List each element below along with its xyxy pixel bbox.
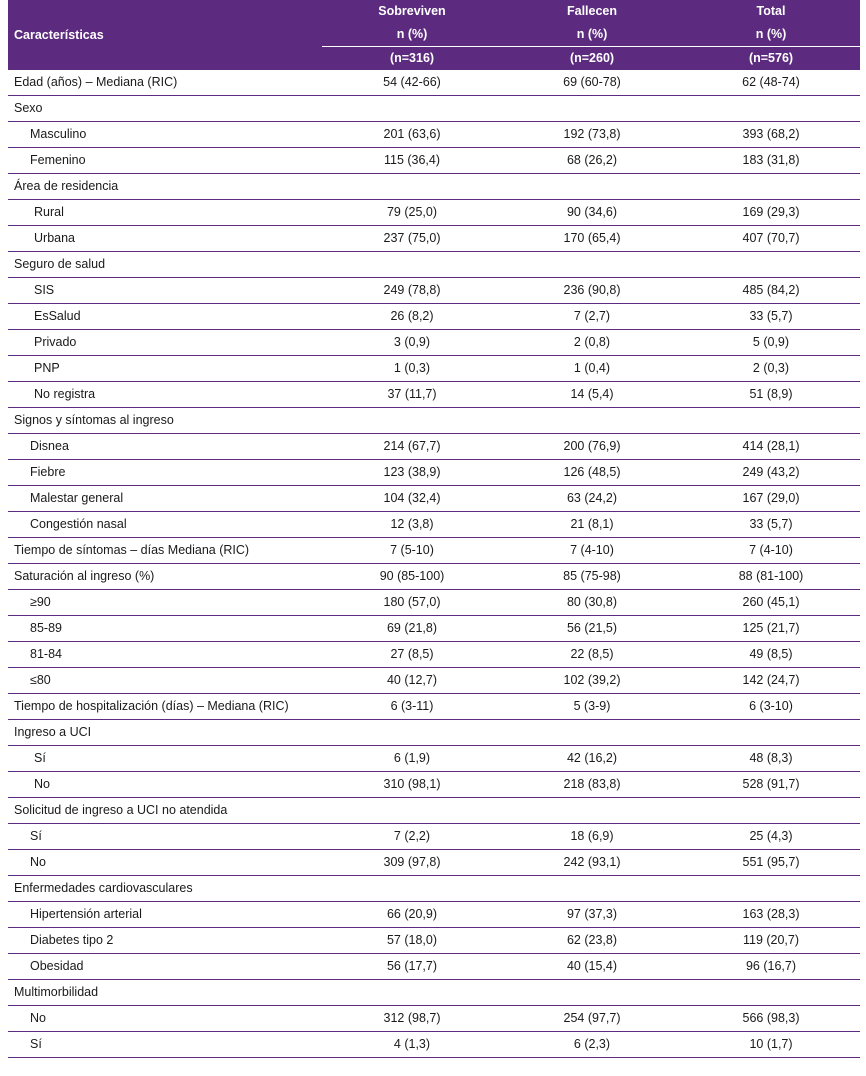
value-deceased bbox=[502, 876, 682, 902]
table-row bbox=[8, 902, 860, 928]
value-survive: 7 (5-10) bbox=[322, 538, 502, 564]
value-total: 566 (98,3) bbox=[682, 1006, 860, 1032]
table-header bbox=[8, 0, 860, 70]
row-label: Sexo bbox=[8, 96, 322, 122]
value-survive: 312 (98,7) bbox=[322, 1006, 502, 1032]
value-survive: 90 (85-100) bbox=[322, 564, 502, 590]
value-survive: 7 (2,2) bbox=[322, 824, 502, 850]
value-total: 260 (45,1) bbox=[682, 590, 860, 616]
row-label: Disnea bbox=[8, 434, 322, 460]
value-survive: 104 (32,4) bbox=[322, 486, 502, 512]
table-row bbox=[8, 356, 860, 382]
table-row bbox=[8, 70, 860, 96]
value-survive: 3 (0,9) bbox=[322, 330, 502, 356]
value-deceased: 40 (15,4) bbox=[502, 954, 682, 980]
value-deceased bbox=[502, 798, 682, 824]
row-label: Congestión nasal bbox=[8, 512, 322, 538]
table-row bbox=[8, 460, 860, 486]
value-total: 485 (84,2) bbox=[682, 278, 860, 304]
row-label: Área de residencia bbox=[8, 174, 322, 200]
row-label: Obesidad bbox=[8, 954, 322, 980]
value-deceased: 1 (0,4) bbox=[502, 356, 682, 382]
value-survive: 27 (8,5) bbox=[322, 642, 502, 668]
header-characteristics: Características bbox=[8, 0, 322, 70]
value-survive bbox=[322, 408, 502, 434]
value-deceased: 192 (73,8) bbox=[502, 122, 682, 148]
value-total: 249 (43,2) bbox=[682, 460, 860, 486]
value-deceased bbox=[502, 174, 682, 200]
value-total bbox=[682, 408, 860, 434]
table-row bbox=[8, 538, 860, 564]
value-survive: 57 (18,0) bbox=[322, 928, 502, 954]
value-deceased bbox=[502, 980, 682, 1006]
row-label: 85-89 bbox=[8, 616, 322, 642]
table-row bbox=[8, 434, 860, 460]
row-label: Edad (años) – Mediana (RIC) bbox=[8, 70, 322, 96]
row-label: Signos y síntomas al ingreso bbox=[8, 408, 322, 434]
value-survive: 66 (20,9) bbox=[322, 902, 502, 928]
table-row bbox=[8, 304, 860, 330]
value-total: 49 (8,5) bbox=[682, 642, 860, 668]
row-label: Rural bbox=[8, 200, 322, 226]
value-survive bbox=[322, 174, 502, 200]
row-label: No bbox=[8, 772, 322, 798]
table-row bbox=[8, 174, 860, 200]
value-survive: 310 (98,1) bbox=[322, 772, 502, 798]
row-label: Sí bbox=[8, 824, 322, 850]
value-total: 407 (70,7) bbox=[682, 226, 860, 252]
value-total: 33 (5,7) bbox=[682, 304, 860, 330]
value-deceased bbox=[502, 252, 682, 278]
row-label: ≤80 bbox=[8, 668, 322, 694]
row-label: Solicitud de ingreso a UCI no atendida bbox=[8, 798, 322, 824]
table-row bbox=[8, 148, 860, 174]
row-label: Hipertensión arterial bbox=[8, 902, 322, 928]
value-deceased: 69 (60-78) bbox=[502, 70, 682, 96]
table-row bbox=[8, 278, 860, 304]
value-survive bbox=[322, 876, 502, 902]
value-deceased: 200 (76,9) bbox=[502, 434, 682, 460]
value-deceased: 14 (5,4) bbox=[502, 382, 682, 408]
value-survive bbox=[322, 720, 502, 746]
row-label: No bbox=[8, 1006, 322, 1032]
value-survive bbox=[322, 798, 502, 824]
value-deceased bbox=[502, 96, 682, 122]
value-total: 119 (20,7) bbox=[682, 928, 860, 954]
row-label: Ingreso a UCI bbox=[8, 720, 322, 746]
value-total bbox=[682, 720, 860, 746]
table-row bbox=[8, 798, 860, 824]
table-row bbox=[8, 694, 860, 720]
value-survive: 237 (75,0) bbox=[322, 226, 502, 252]
table-row bbox=[8, 486, 860, 512]
row-label: Masculino bbox=[8, 122, 322, 148]
row-label: Seguro de salud bbox=[8, 252, 322, 278]
row-label: SIS bbox=[8, 278, 322, 304]
value-deceased bbox=[502, 720, 682, 746]
row-label: Tiempo de hospitalización (días) – Mediana (RIC) bbox=[8, 694, 322, 720]
row-label: Fiebre bbox=[8, 460, 322, 486]
value-survive: 309 (97,8) bbox=[322, 850, 502, 876]
table-row bbox=[8, 668, 860, 694]
value-deceased: 126 (48,5) bbox=[502, 460, 682, 486]
table-row bbox=[8, 1032, 860, 1058]
row-label: Diabetes tipo 2 bbox=[8, 928, 322, 954]
value-total bbox=[682, 96, 860, 122]
table-row bbox=[8, 954, 860, 980]
value-survive: 26 (8,2) bbox=[322, 304, 502, 330]
row-label: Enfermedades cardiovasculares bbox=[8, 876, 322, 902]
value-total: 7 (4-10) bbox=[682, 538, 860, 564]
table-row bbox=[8, 642, 860, 668]
table-row bbox=[8, 200, 860, 226]
value-deceased: 63 (24,2) bbox=[502, 486, 682, 512]
value-deceased: 7 (2,7) bbox=[502, 304, 682, 330]
value-total: 414 (28,1) bbox=[682, 434, 860, 460]
value-survive: 6 (1,9) bbox=[322, 746, 502, 772]
table-row bbox=[8, 382, 860, 408]
value-deceased: 21 (8,1) bbox=[502, 512, 682, 538]
header-deceased-unit: n (%) bbox=[502, 23, 682, 47]
header-survive-name: Sobreviven bbox=[322, 0, 502, 23]
value-deceased: 218 (83,8) bbox=[502, 772, 682, 798]
value-survive: 1 (0,3) bbox=[322, 356, 502, 382]
table-row bbox=[8, 226, 860, 252]
value-survive: 4 (1,3) bbox=[322, 1032, 502, 1058]
row-label: Sí bbox=[8, 1032, 322, 1058]
value-total bbox=[682, 174, 860, 200]
value-total: 528 (91,7) bbox=[682, 772, 860, 798]
table-row bbox=[8, 772, 860, 798]
value-deceased: 62 (23,8) bbox=[502, 928, 682, 954]
table-row bbox=[8, 928, 860, 954]
header-total-unit: n (%) bbox=[682, 23, 860, 47]
value-total: 6 (3-10) bbox=[682, 694, 860, 720]
row-label: Femenino bbox=[8, 148, 322, 174]
value-survive: 37 (11,7) bbox=[322, 382, 502, 408]
header-total-name: Total bbox=[682, 0, 860, 23]
header-survive-unit: n (%) bbox=[322, 23, 502, 47]
header-total-n: (n=576) bbox=[682, 47, 860, 71]
value-total bbox=[682, 798, 860, 824]
value-deceased: 56 (21,5) bbox=[502, 616, 682, 642]
table-row bbox=[8, 122, 860, 148]
value-total: 551 (95,7) bbox=[682, 850, 860, 876]
value-total: 125 (21,7) bbox=[682, 616, 860, 642]
row-label: Saturación al ingreso (%) bbox=[8, 564, 322, 590]
value-total: 25 (4,3) bbox=[682, 824, 860, 850]
value-deceased: 7 (4-10) bbox=[502, 538, 682, 564]
characteristics-table bbox=[8, 0, 860, 1058]
table-row bbox=[8, 876, 860, 902]
value-deceased: 18 (6,9) bbox=[502, 824, 682, 850]
row-label: EsSalud bbox=[8, 304, 322, 330]
results-table-container bbox=[8, 0, 866, 1058]
value-total: 88 (81-100) bbox=[682, 564, 860, 590]
table-row bbox=[8, 96, 860, 122]
value-total: 10 (1,7) bbox=[682, 1032, 860, 1058]
value-survive: 180 (57,0) bbox=[322, 590, 502, 616]
row-label: Urbana bbox=[8, 226, 322, 252]
row-label: 81-84 bbox=[8, 642, 322, 668]
table-row bbox=[8, 330, 860, 356]
value-total: 163 (28,3) bbox=[682, 902, 860, 928]
value-total: 393 (68,2) bbox=[682, 122, 860, 148]
table-row bbox=[8, 564, 860, 590]
value-total: 183 (31,8) bbox=[682, 148, 860, 174]
value-deceased: 242 (93,1) bbox=[502, 850, 682, 876]
table-row bbox=[8, 746, 860, 772]
value-total: 142 (24,7) bbox=[682, 668, 860, 694]
row-label: Sí bbox=[8, 746, 322, 772]
table-body bbox=[8, 70, 860, 1058]
row-label: No bbox=[8, 850, 322, 876]
table-row bbox=[8, 408, 860, 434]
table-row bbox=[8, 850, 860, 876]
value-survive: 214 (67,7) bbox=[322, 434, 502, 460]
table-row bbox=[8, 590, 860, 616]
table-row bbox=[8, 720, 860, 746]
value-survive bbox=[322, 252, 502, 278]
value-total: 48 (8,3) bbox=[682, 746, 860, 772]
row-label: No registra bbox=[8, 382, 322, 408]
table-row bbox=[8, 616, 860, 642]
value-survive: 79 (25,0) bbox=[322, 200, 502, 226]
value-survive bbox=[322, 96, 502, 122]
row-label: PNP bbox=[8, 356, 322, 382]
value-survive: 54 (42-66) bbox=[322, 70, 502, 96]
row-label: Multimorbilidad bbox=[8, 980, 322, 1006]
row-label: Privado bbox=[8, 330, 322, 356]
header-survive-n: (n=316) bbox=[322, 47, 502, 71]
value-total bbox=[682, 876, 860, 902]
value-total bbox=[682, 980, 860, 1006]
value-deceased: 85 (75-98) bbox=[502, 564, 682, 590]
table-row bbox=[8, 252, 860, 278]
table-row bbox=[8, 824, 860, 850]
value-total: 62 (48-74) bbox=[682, 70, 860, 96]
value-survive: 40 (12,7) bbox=[322, 668, 502, 694]
value-deceased: 2 (0,8) bbox=[502, 330, 682, 356]
value-deceased: 22 (8,5) bbox=[502, 642, 682, 668]
value-deceased: 97 (37,3) bbox=[502, 902, 682, 928]
value-survive: 249 (78,8) bbox=[322, 278, 502, 304]
value-total: 96 (16,7) bbox=[682, 954, 860, 980]
value-deceased: 5 (3-9) bbox=[502, 694, 682, 720]
value-deceased bbox=[502, 408, 682, 434]
value-survive: 56 (17,7) bbox=[322, 954, 502, 980]
value-survive: 201 (63,6) bbox=[322, 122, 502, 148]
value-total: 167 (29,0) bbox=[682, 486, 860, 512]
header-deceased-name: Fallecen bbox=[502, 0, 682, 23]
value-deceased: 254 (97,7) bbox=[502, 1006, 682, 1032]
value-total: 5 (0,9) bbox=[682, 330, 860, 356]
value-total: 169 (29,3) bbox=[682, 200, 860, 226]
value-deceased: 236 (90,8) bbox=[502, 278, 682, 304]
value-total: 2 (0,3) bbox=[682, 356, 860, 382]
value-survive: 115 (36,4) bbox=[322, 148, 502, 174]
value-survive: 123 (38,9) bbox=[322, 460, 502, 486]
value-deceased: 6 (2,3) bbox=[502, 1032, 682, 1058]
value-total: 51 (8,9) bbox=[682, 382, 860, 408]
value-deceased: 80 (30,8) bbox=[502, 590, 682, 616]
row-label: ≥90 bbox=[8, 590, 322, 616]
value-survive: 69 (21,8) bbox=[322, 616, 502, 642]
row-label: Tiempo de síntomas – días Mediana (RIC) bbox=[8, 538, 322, 564]
value-deceased: 42 (16,2) bbox=[502, 746, 682, 772]
header-deceased-n: (n=260) bbox=[502, 47, 682, 71]
table-row bbox=[8, 512, 860, 538]
value-survive: 12 (3,8) bbox=[322, 512, 502, 538]
row-label: Malestar general bbox=[8, 486, 322, 512]
table-row bbox=[8, 1006, 860, 1032]
value-deceased: 68 (26,2) bbox=[502, 148, 682, 174]
value-total bbox=[682, 252, 860, 278]
value-deceased: 170 (65,4) bbox=[502, 226, 682, 252]
table-row bbox=[8, 980, 860, 1006]
value-deceased: 102 (39,2) bbox=[502, 668, 682, 694]
value-deceased: 90 (34,6) bbox=[502, 200, 682, 226]
value-survive: 6 (3-11) bbox=[322, 694, 502, 720]
value-survive bbox=[322, 980, 502, 1006]
value-total: 33 (5,7) bbox=[682, 512, 860, 538]
